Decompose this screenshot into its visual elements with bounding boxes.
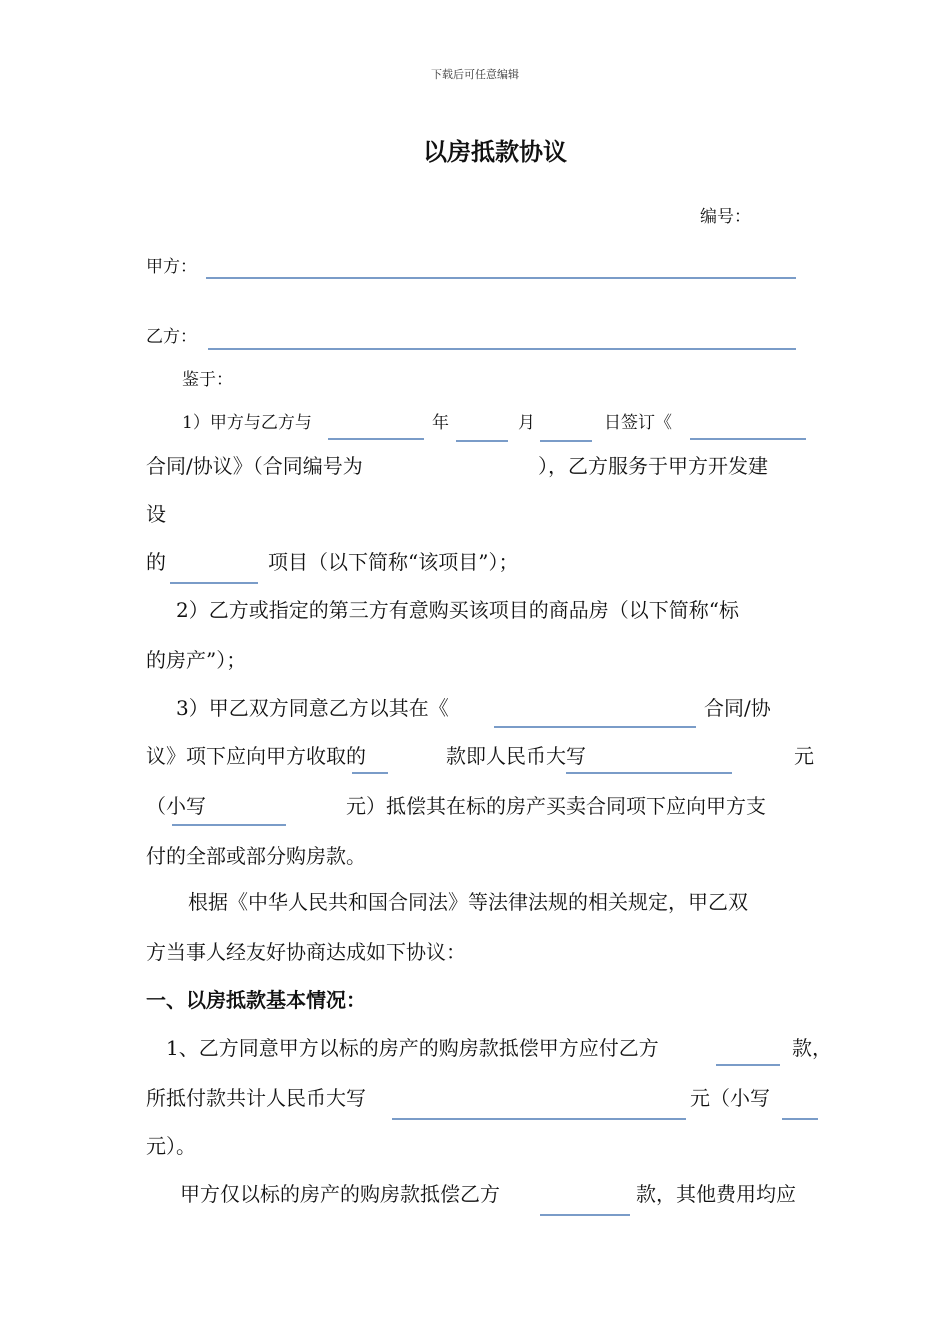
p4-line2: 方当事人经友好协商达成如下协议： xyxy=(146,940,466,964)
p3-line4: 付的全部或部分购房款。 xyxy=(146,844,366,868)
p3-line3-b: 元）抵偿其在标的房产买卖合同项下应向甲方支 xyxy=(346,794,766,818)
p1-line3: 设 xyxy=(146,502,166,526)
c1-line3: 元）。 xyxy=(146,1134,196,1158)
party-a-field[interactable] xyxy=(206,277,796,279)
document-title: 以房抵款协议 xyxy=(423,137,567,166)
party-b-label: 乙方： xyxy=(146,327,197,347)
p1-year-label: 年 xyxy=(432,413,449,433)
p3-payment-type-field[interactable] xyxy=(352,772,388,774)
p1-line2-b: ），乙方服务于甲方开发建 xyxy=(538,454,768,478)
contract-number-label: 编号： xyxy=(700,207,751,227)
p4-line1: 根据《中华人民共和国合同法》等法律法规的相关规定，甲乙双 xyxy=(188,890,748,914)
p3-line3-a: （小写 xyxy=(146,794,206,818)
p3-line1-b: 合同/协 xyxy=(704,696,771,720)
c1-amount-words-field[interactable] xyxy=(392,1118,686,1120)
p1-month-field[interactable] xyxy=(456,440,508,442)
party-a-label: 甲方： xyxy=(146,257,197,277)
p3-amount-words-field[interactable] xyxy=(566,772,732,774)
p3-amount-figures-field[interactable] xyxy=(172,824,286,826)
p3-contract-field[interactable] xyxy=(494,726,696,728)
whereas-label: 鉴于： xyxy=(182,370,233,390)
p1-project-field[interactable] xyxy=(170,582,258,584)
p3-line2-c: 元 xyxy=(794,744,814,768)
c2-payment-type-field[interactable] xyxy=(540,1214,630,1216)
p1-day-label: 日签订《 xyxy=(604,413,672,433)
section-1-heading: 一、以房抵款基本情况： xyxy=(146,988,366,1012)
p2-line2: 的房产”）； xyxy=(146,648,247,672)
p1-day-field[interactable] xyxy=(540,440,592,442)
p1-intro: 1）甲方与乙方与 xyxy=(182,413,312,433)
c1-line1-a: 1、乙方同意甲方以标的房产的购房款抵偿甲方应付乙方 xyxy=(166,1036,659,1060)
c2-line1-b: 款，其他费用均应 xyxy=(636,1182,796,1206)
p1-month-label: 月 xyxy=(518,413,535,433)
c1-payment-type-field[interactable] xyxy=(716,1064,780,1066)
p3-line2-a: 议》项下应向甲方收取的 xyxy=(146,744,366,768)
c2-line1-a: 甲方仅以标的房产的购房款抵偿乙方 xyxy=(180,1182,500,1206)
p1-line4-b: 项目（以下简称“该项目”）； xyxy=(268,550,519,574)
party-b-field[interactable] xyxy=(208,348,796,350)
c1-line2-b: 元（小写 xyxy=(690,1086,770,1110)
p1-line2-a: 合同/协议》（合同编号为 xyxy=(146,454,363,478)
p1-year-field[interactable] xyxy=(328,438,424,440)
p3-line2-b: 款即人民币大写 xyxy=(446,744,586,768)
p1-line4-a: 的 xyxy=(146,550,166,574)
p1-contract-name-field[interactable] xyxy=(690,438,806,440)
p2-line1: 2）乙方或指定的第三方有意购买该项目的商品房（以下简称“标 xyxy=(176,598,739,622)
page-header: 下载后可任意编辑 xyxy=(431,68,519,81)
p3-line1-a: 3）甲乙双方同意乙方以其在《 xyxy=(176,696,449,720)
c1-line1-b: 款， xyxy=(792,1036,832,1060)
c1-line2-a: 所抵付款共计人民币大写 xyxy=(146,1086,366,1110)
c1-amount-figures-field[interactable] xyxy=(782,1118,818,1120)
